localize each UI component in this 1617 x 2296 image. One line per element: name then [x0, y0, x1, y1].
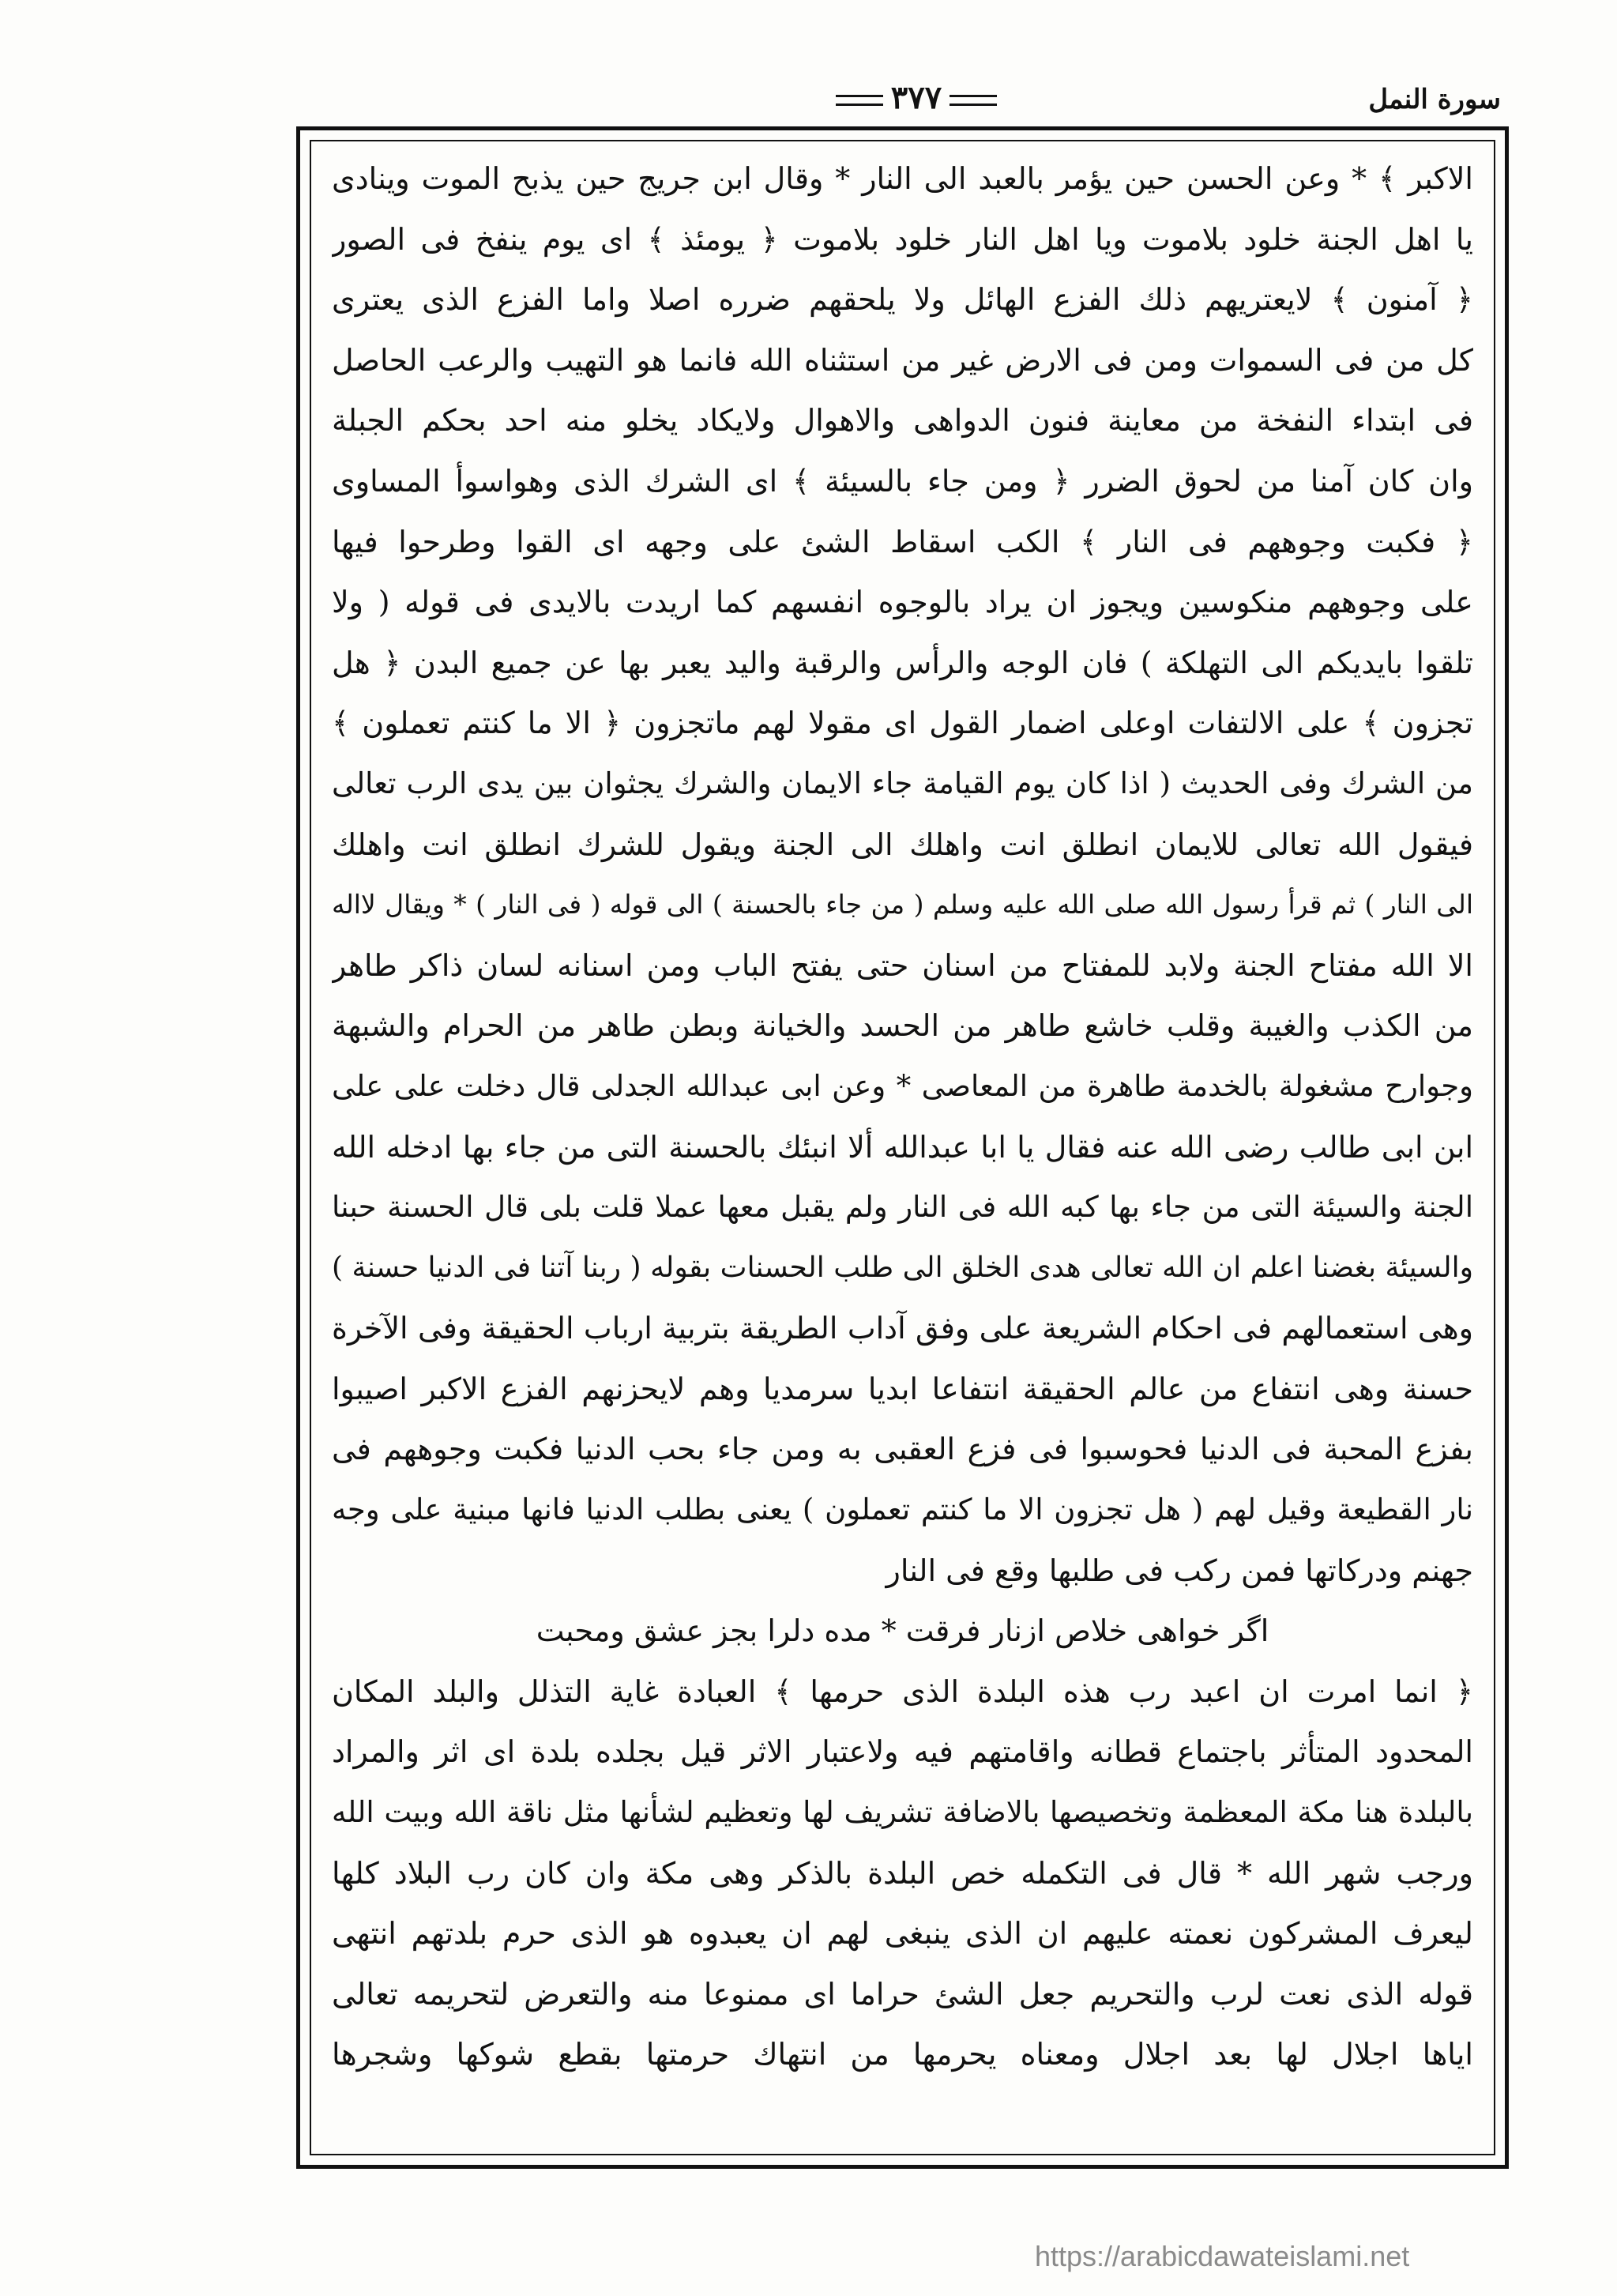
persian-verse: اگر خواهى خلاص ازنار فرقت * مده دلرا بجز عشق ومحبت [536, 1613, 1269, 1649]
text-line: وان كان آمنا من لحوق الضرر ﴿ ومن جاء بالسيئة ﴾ اى الشرك الذى وهواسوأ المساوى [332, 463, 1473, 499]
text-line: فى ابتداء النفخة من معاينة فنون الدواهى والاهوال ولايكاد يخلو منه احد بحكم الجبلة [332, 403, 1473, 438]
text-line: بفزع المحبة فى الدنيا فحوسبوا فى فزع العقبى به ومن جاء بحب الدنيا فكبت وجوههم فى [332, 1432, 1473, 1467]
text-line: تلقوا بايديكم الى التهلكة ) فان الوجه والرأس والرقبة واليد يعبر بها عن جميع البدن ﴿ هل [332, 645, 1473, 680]
text-line: فيقول الله تعالى للايمان انطلق انت واهلك الى الجنة ويقول للشرك انطلق انت واهلك [332, 826, 1473, 862]
text-line: ﴿ فكبت وجوههم فى النار ﴾ الكب اسقاط الشئ على وجهه اى القوا وطرحوا فيها [332, 524, 1473, 559]
text-line: ليعرف المشركون نعمته عليهم ان الذى ينبغى لهم ان يعبدوه هو الذى حرم بلدتهم انتهى [332, 1916, 1473, 1952]
text-line: ﴿ آمنون ﴾ لايعتريهم ذلك الفزع الهائل ولا يلحقهم ضرره اصلا واما الفزع الذى يعترى [332, 282, 1473, 318]
text-line: يا اهل الجنة خلود بلاموت ويا اهل النار خلود بلاموت ﴿ يومئذ ﴾ اى يوم ينفخ فى الصور [332, 221, 1473, 257]
text-line: تجزون ﴾ على الالتفات اوعلى اضمار القول اى مقولا لهم ماتجزون ﴿ الا ما كنتم تعملون ﴾ [332, 706, 1473, 741]
text-line: ﴿ انما امرت ان اعبد رب هذه البلدة الذى حرمها ﴾ العبادة غاية التذلل والبلد المكان [332, 1673, 1473, 1709]
body-text [332, 149, 1473, 2147]
text-line: بالبلدة هنا مكة المعظمة وتخصيصها بالاضافة تشريف لها وتعظيم لشأنها مثل ناقة الله وبيت الله [332, 1795, 1473, 1830]
text-line: جهنم ودركاتها فمن ركب فى طلبها وقع فى النار [886, 1553, 1473, 1588]
text-line: وهى استعمالهم فى احكام الشريعة على وفق آداب الطريقة بتربية ارباب الحقيقة وفى الآخرة [332, 1311, 1473, 1346]
text-line: الجنة والسيئة التى من جاء بها كبه الله فى النار ولم يقبل معها عملا قلت بلى قال الحسنة حبنا [332, 1190, 1473, 1225]
text-line: على وجوههم منكوسين ويجوز ان يراد بالوجوه انفسهم كما اريدت بالايدى فى قوله ( ولا [332, 585, 1473, 620]
text-line: الا الله مفتاح الجنة ولابد للمفتاح من اسنان حتى يفتح الباب ومن اسنانه لسان ذاكر طاهر [332, 947, 1473, 983]
page-number: ٣٧٧ [806, 79, 1027, 116]
text-line: قوله الذى نعت لرب والتحريم جعل الشئ حراما اى ممنوعا منه والتعرض لتحريمه تعالى [332, 1976, 1473, 2012]
text-line: حسنة وهى انتفاع من عالم الحقيقة انتفاعا ابديا سرمديا وهم لايحزنهم الفزع الاكبر اصيبوا [332, 1371, 1473, 1406]
text-line: اياها اجلال لها بعد اجلال ومعناه يحرمها من انتهاك حرمتها بقطع شوكها وشجرها [332, 2037, 1473, 2072]
text-line: المحدود المتأثر باجتماع قطانه واقامتهم فيه ولاعتبار الاثر قيل بجلده بلدة اى اثر والمراد [332, 1734, 1473, 1770]
text-line: والسيئة بغضنا اعلم ان الله تعالى هدى الخلق الى طلب الحسنات بقوله ( ربنا آتنا فى الدنيا حسنة ) [332, 1251, 1473, 1284]
surah-name: سورة النمل [1368, 84, 1501, 115]
text-line: من الكذب والغيبة وقلب خاشع طاهر من الحسد والخيانة وبطن طاهر من الحرام والشبهة [332, 1008, 1473, 1044]
text-line: ورجب شهر الله * قال فى التكمله خص البلدة بالذكر وهى مكة وان كان رب البلاد كلها [332, 1855, 1473, 1891]
text-line: وجوارح مشغولة بالخدمة طاهرة من المعاصى * وعن ابى عبدالله الجدلى قال دخلت على على [332, 1068, 1473, 1103]
text-line: من الشرك وفى الحديث ( اذا كان يوم القيامة جاء الايمان والشرك يجثوان بين يدى الرب تعالى [332, 766, 1473, 800]
text-line: الاكبر ﴾ * وعن الحسن حين يؤمر بالعبد الى النار * وقال ابن جريج حين يذبح الموت وينادى [332, 161, 1473, 196]
watermark-url: https://arabicdawateislami.net [1035, 2240, 1410, 2272]
text-line: الى النار ) ثم قرأ رسول الله صلى الله عليه وسلم ( من جاء بالحسنة ) الى قوله ( فى النار ) * ويقال لااله [332, 889, 1473, 920]
text-line: ابن ابى طالب رضى الله عنه فقال يا ابا عبدالله ألا انبئك بالحسنة التى من جاء بها ادخله الله [332, 1129, 1473, 1165]
text-line: كل من فى السموات ومن فى الارض غير من استثناه الله فانما هو التهيب والرعب الحاصل [332, 342, 1473, 378]
text-line: نار القطيعة وقيل لهم ( هل تجزون الا ما كنتم تعملون ) يعنى بطلب الدنيا فانها مبنية على وجه [332, 1492, 1473, 1527]
